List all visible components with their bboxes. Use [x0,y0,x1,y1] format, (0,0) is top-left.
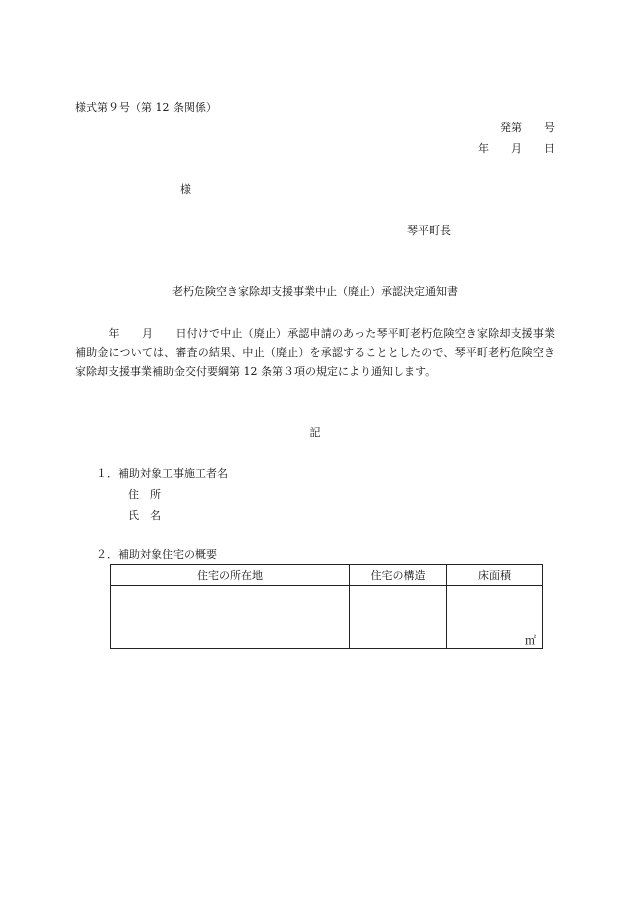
issue-number: 発第 号 [500,121,555,134]
header-floor-area: 床面積 [447,565,543,586]
contractor-address-label: 住 所 [128,488,161,501]
contractor-name-label: 氏 名 [128,509,161,522]
ki-marker: 記 [309,426,321,439]
document-title: 老朽危険空き家除却支援事業中止（廃止）承認決定通知書 [172,285,458,298]
issue-date: 年 月 日 [478,142,555,155]
cell-location [111,586,350,649]
header-structure: 住宅の構造 [350,565,447,586]
section1-heading: １．補助対象工事施工者名 [96,467,228,480]
form-number: 様式第９号（第 12 条関係） [75,101,217,114]
cell-structure [350,586,447,649]
housing-overview-table [110,564,543,649]
table-row [111,586,543,649]
header-location: 住宅の所在地 [111,565,350,586]
table-header-row [111,565,543,586]
notice-body: 年 月 日付けで中止（廃止）承認申請のあった琴平町老朽危険空き家除却支援事業補助金については、審査の結果、中止（廃止）を承認することとしたので、琴平町老朽危険空き家除却支援事業補助金交付要綱第 12 条第３項の規定により通知します。 [75,327,555,378]
addressee-label: 様 [180,183,191,196]
section2-heading: ２．補助対象住宅の概要 [96,548,217,561]
issuer-name: 琴平町長 [407,224,451,237]
cell-floor-area: ㎡ [447,586,543,649]
